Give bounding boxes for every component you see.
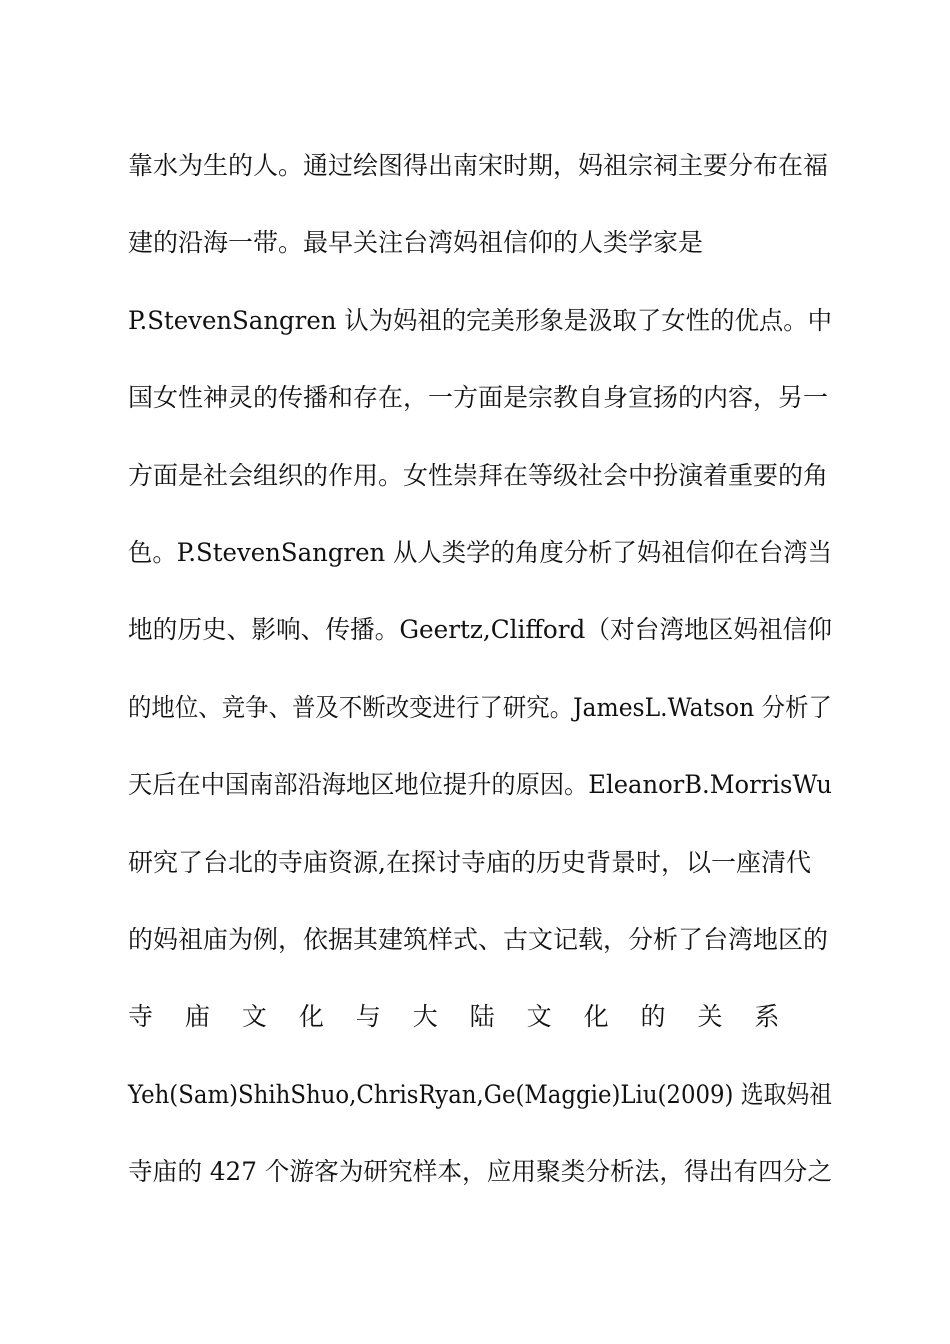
text-line-13 (128, 1075, 832, 1127)
text-line-2 (128, 223, 832, 275)
text-line-4 (128, 378, 832, 430)
body-text (128, 146, 832, 1229)
text-line-6-content: 色。P.StevenSangren 从人类学的角度分析了妈祖信仰在台湾当 (128, 537, 833, 567)
text-line-3-content: P.StevenSangren 认为妈祖的完美形象是汲取了女性的优点。中 (128, 305, 833, 335)
text-line-8-content: 的地位、竞争、普及不断改变进行了研究。JamesL.Watson 分析了 (128, 692, 832, 722)
text-line-14 (128, 1152, 832, 1204)
text-line-11-content: 的妈祖庙为例，依据其建筑样式、古文记载，分析了台湾地区的 (128, 924, 829, 954)
text-line-12 (128, 997, 832, 1049)
text-line-10 (128, 843, 832, 895)
text-line-6 (128, 533, 832, 585)
text-line-3 (128, 301, 832, 353)
text-line-7-content: 地的历史、影响、传播。Geertz,Clifford（对台湾地区妈祖信仰 (128, 615, 833, 645)
text-line-8 (128, 688, 832, 740)
text-line-1 (128, 146, 832, 198)
text-line-9-content: 天后在中国南部沿海地区地位提升的原因。EleanorB.MorrisWu (128, 770, 833, 800)
text-line-4-content: 国女性神灵的传播和存在，一方面是宗教自身宣扬的内容，另一 (128, 383, 829, 413)
text-line-13-content: Yeh(Sam)ShihShuo,ChrisRyan,Ge(Maggie)Liu(2009) 选取妈祖 (128, 1079, 833, 1109)
text-line-2-content: 建的沿海一带。最早关注台湾妈祖信仰的人类学家是 (128, 228, 704, 258)
text-line-5 (128, 456, 832, 508)
text-line-12-content: 寺 庙 文 化 与 大 陆 文 化 的 关 系 (128, 1002, 780, 1032)
text-line-9 (128, 765, 832, 817)
text-line-10-content: 研究了台北的寺庙资源,在探讨寺庙的历史背景时，以一座清代 (128, 847, 811, 877)
text-line-1-content: 靠水为生的人。通过绘图得出南宋时期，妈祖宗祠主要分布在福 (128, 151, 829, 180)
text-line-14-content: 寺庙的 427 个游客为研究样本，应用聚类分析法，得出有四分之 (128, 1157, 832, 1187)
text-line-7 (128, 610, 832, 662)
text-line-5-content: 方面是社会组织的作用。女性崇拜在等级社会中扮演着重要的角 (128, 460, 829, 490)
text-line-11 (128, 920, 832, 972)
